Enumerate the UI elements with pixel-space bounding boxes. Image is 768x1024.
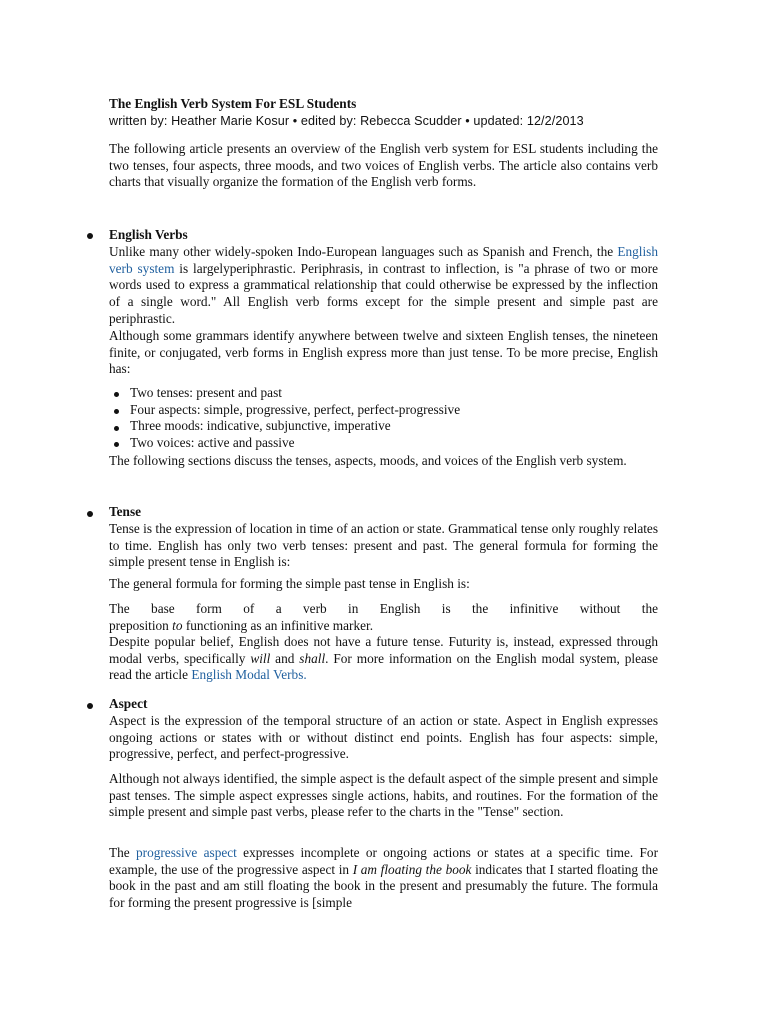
bullet-icon xyxy=(87,233,93,239)
aspect-heading: Aspect xyxy=(109,696,148,711)
english-modal-verbs-link[interactable]: English Modal Verbs. xyxy=(191,667,307,683)
list-item: Four aspects: simple, progressive, perfect, perfect-progressive xyxy=(130,402,461,417)
tense-paragraph-3-line-2 xyxy=(109,618,658,635)
text-run: expresses incomplete or ongoing actions or states at a specific time. For example, the use of the progressive aspect in xyxy=(109,845,658,877)
text-run-italic: I am floating the book xyxy=(352,861,472,877)
bullet-icon xyxy=(87,511,93,517)
tense-paragraph-2: The general formula for forming the simple past tense in English is: xyxy=(109,576,470,591)
list-item: Three moods: indicative, subjunctive, imperative xyxy=(130,418,391,433)
text-run: is largelyperiphrastic. Periphrasis, in contrast to inflection, is "a phrase of two or more words used to express a grammatical relationship that could otherwise be expressed by the inflection of a single word." All English verb forms except for the simple present and simple past are periphrastic. xyxy=(109,260,658,326)
text-run: preposition xyxy=(109,618,173,633)
aspect-paragraph-2: Although not always identified, the simple aspect is the default aspect of the simple present and simple past tenses. The simple aspect expresses single actions, habits, and routines. For the formation of the simple present and simple past verbs, please refer to the charts in the "Tense" section. xyxy=(109,771,658,820)
tense-heading: Tense xyxy=(109,504,142,519)
text-run-italic: will xyxy=(250,650,271,666)
text-run: functioning as an infinitive marker. xyxy=(182,618,374,633)
intro-paragraph: The following article presents an overview of the English verb system for ESL students including the two tenses, four aspects, three moods, and two voices of English verbs. The article also contains verb charts that visually organize the formation of the English verb forms. xyxy=(109,141,658,190)
text-run: indicates that I started floating the book in the past and am still floating the book in the present and presumably the future. The formula for forming the present progressive is [simple xyxy=(109,861,658,911)
bullet-icon xyxy=(87,703,93,709)
english-verbs-heading: English Verbs xyxy=(109,227,188,242)
english-verbs-paragraph-1 xyxy=(109,244,658,328)
text-run: Unlike many other widely-spoken Indo-European languages such as Spanish and French, the xyxy=(109,244,618,259)
english-verb-system-link[interactable]: English verb system xyxy=(109,244,658,276)
bullet-icon xyxy=(114,426,119,431)
article-title: The English Verb System For ESL Students xyxy=(109,96,357,111)
text-run: and xyxy=(270,650,300,666)
english-verbs-paragraph-3: The following sections discuss the tenses, aspects, moods, and voices of the English verb system. xyxy=(109,453,627,468)
text-run: . For more information on the English modal system, please read the article xyxy=(109,650,658,683)
list-item: Two tenses: present and past xyxy=(130,385,282,400)
progressive-aspect-link[interactable]: progressive aspect xyxy=(136,845,237,860)
text-run: The xyxy=(109,845,136,860)
list-item: Two voices: active and passive xyxy=(130,435,295,450)
bullet-icon xyxy=(114,409,119,414)
tense-paragraph-3-line-1: The base form of a verb in English is the infinitive without the xyxy=(109,601,658,616)
bullet-icon xyxy=(114,392,119,397)
english-verbs-paragraph-2: Although some grammars identify anywhere between twelve and sixteen English tenses, the nineteen finite, or conjugated, verb forms in English express more than just tense. To be more precise, English has: xyxy=(109,328,658,377)
article-byline: written by: Heather Marie Kosur • edited by: Rebecca Scudder • updated: 12/2/2013 xyxy=(109,114,584,128)
tense-paragraph-4 xyxy=(109,634,658,684)
aspect-paragraph-1: Aspect is the expression of the temporal structure of an action or state. Aspect in English expresses ongoing actions or states with or without distinct end points. English has four aspects: simple, progressive, perfect, and perfect-progressive. xyxy=(109,713,658,762)
text-run-italic: shall xyxy=(299,650,326,666)
aspect-paragraph-3 xyxy=(109,845,658,912)
text-run: Despite popular belief, English does not have a future tense. Futurity is, instead, expressed through modal verbs, specifically xyxy=(109,634,658,666)
text-run-italic: to xyxy=(172,618,183,633)
tense-paragraph-1: Tense is the expression of location in time of an action or state. Grammatical tense only roughly relates to time. English has only two verb tenses: present and past. The general formula for forming the simple present tense in English is: xyxy=(109,521,658,570)
bullet-icon xyxy=(114,442,119,447)
